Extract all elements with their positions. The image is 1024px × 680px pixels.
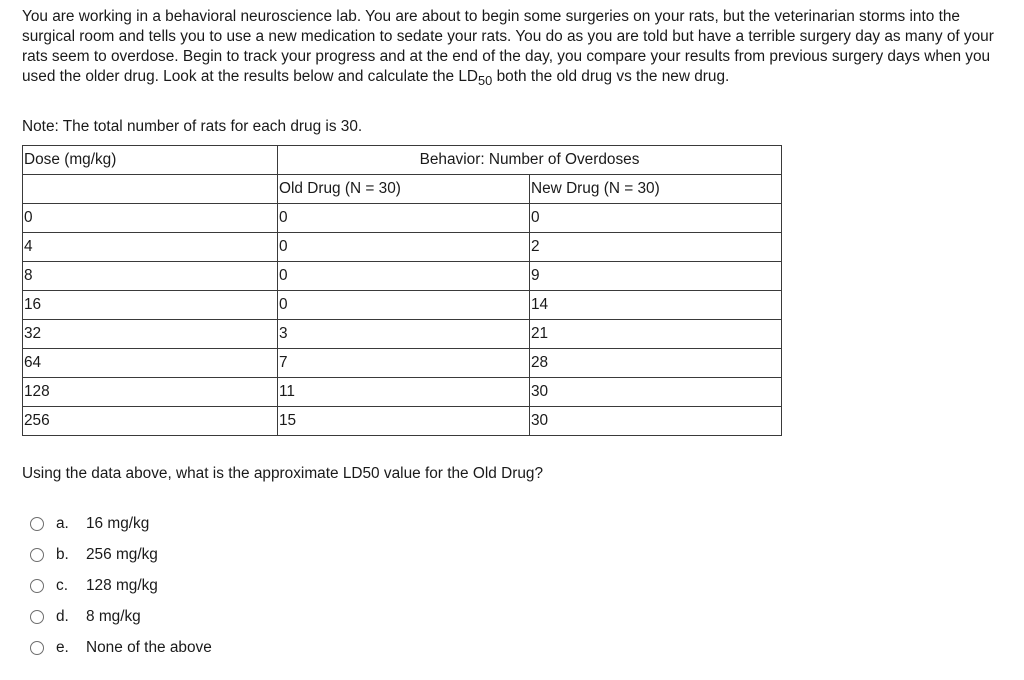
option-letter: a. (56, 514, 69, 532)
new-drug-cell: 14 (530, 291, 782, 320)
dose-cell: 64 (23, 349, 278, 378)
table-row (23, 320, 782, 349)
table-body (23, 204, 782, 436)
old-drug-cell: 0 (278, 204, 530, 233)
option-label: 256 mg/kg (86, 545, 158, 563)
new-drug-cell: 28 (530, 349, 782, 378)
table-subheader-row (23, 175, 782, 204)
old-drug-cell: 7 (278, 349, 530, 378)
empty-cell (23, 175, 278, 204)
answer-options (30, 508, 212, 664)
dose-cell: 256 (23, 407, 278, 436)
old-drug-cell: 15 (278, 407, 530, 436)
table-header-row (23, 146, 782, 175)
answer-option[interactable] (30, 633, 212, 664)
question-intro (22, 7, 1012, 91)
old-drug-cell: 0 (278, 291, 530, 320)
note-text: Note: The total number of rats for each drug is 30. (22, 118, 363, 135)
old-drug-cell: 0 (278, 262, 530, 291)
dose-cell: 32 (23, 320, 278, 349)
behavior-header: Behavior: Number of Overdoses (278, 146, 782, 175)
table-row (23, 378, 782, 407)
old-drug-header: Old Drug (N = 30) (278, 175, 530, 204)
option-letter: e. (56, 639, 69, 657)
radio-button[interactable] (30, 641, 44, 655)
new-drug-cell: 21 (530, 320, 782, 349)
answer-option[interactable] (30, 539, 212, 570)
radio-button[interactable] (30, 579, 44, 593)
old-drug-cell: 3 (278, 320, 530, 349)
option-label: 128 mg/kg (86, 576, 158, 594)
radio-button[interactable] (30, 548, 44, 562)
dose-cell: 16 (23, 291, 278, 320)
radio-button[interactable] (30, 517, 44, 531)
ld-subscript: 50 (478, 73, 493, 89)
option-letter: b. (56, 545, 69, 563)
radio-button[interactable] (30, 610, 44, 624)
new-drug-cell: 30 (530, 378, 782, 407)
table-row (23, 204, 782, 233)
table-row (23, 291, 782, 320)
option-label: None of the above (86, 639, 212, 657)
dose-cell: 128 (23, 378, 278, 407)
new-drug-cell: 9 (530, 262, 782, 291)
intro-text-end: both the old drug vs the new drug. (492, 68, 730, 85)
dose-cell: 0 (23, 204, 278, 233)
option-label: 16 mg/kg (86, 514, 150, 532)
overdose-table (22, 145, 782, 436)
answer-option[interactable] (30, 602, 212, 633)
intro-text: You are working in a behavioral neuroscience lab. You are about to begin some surgeries on your rats, but the veterinarian storms into the surgical room and tells you to use a new medication to sedate your rats. You do as you are told but have a terrible surgery day as many of your rats seem to overdose. Begin to track your progress and at the end of the day, you compare your results from previous surgery days when you used the older drug. Look at the results below and calculate the LD (22, 8, 994, 85)
table-row (23, 262, 782, 291)
old-drug-cell: 11 (278, 378, 530, 407)
table-row (23, 233, 782, 262)
dose-cell: 8 (23, 262, 278, 291)
answer-option[interactable] (30, 508, 212, 539)
answer-option[interactable] (30, 570, 212, 601)
old-drug-cell: 0 (278, 233, 530, 262)
option-label: 8 mg/kg (86, 608, 141, 626)
table-row (23, 349, 782, 378)
new-drug-cell: 2 (530, 233, 782, 262)
new-drug-header: New Drug (N = 30) (530, 175, 782, 204)
new-drug-cell: 0 (530, 204, 782, 233)
question-prompt: Using the data above, what is the approximate LD50 value for the Old Drug? (22, 465, 544, 482)
dose-cell: 4 (23, 233, 278, 262)
option-letter: c. (56, 576, 68, 594)
dose-header: Dose (mg/kg) (23, 146, 278, 175)
option-letter: d. (56, 608, 69, 626)
table-row (23, 407, 782, 436)
new-drug-cell: 30 (530, 407, 782, 436)
